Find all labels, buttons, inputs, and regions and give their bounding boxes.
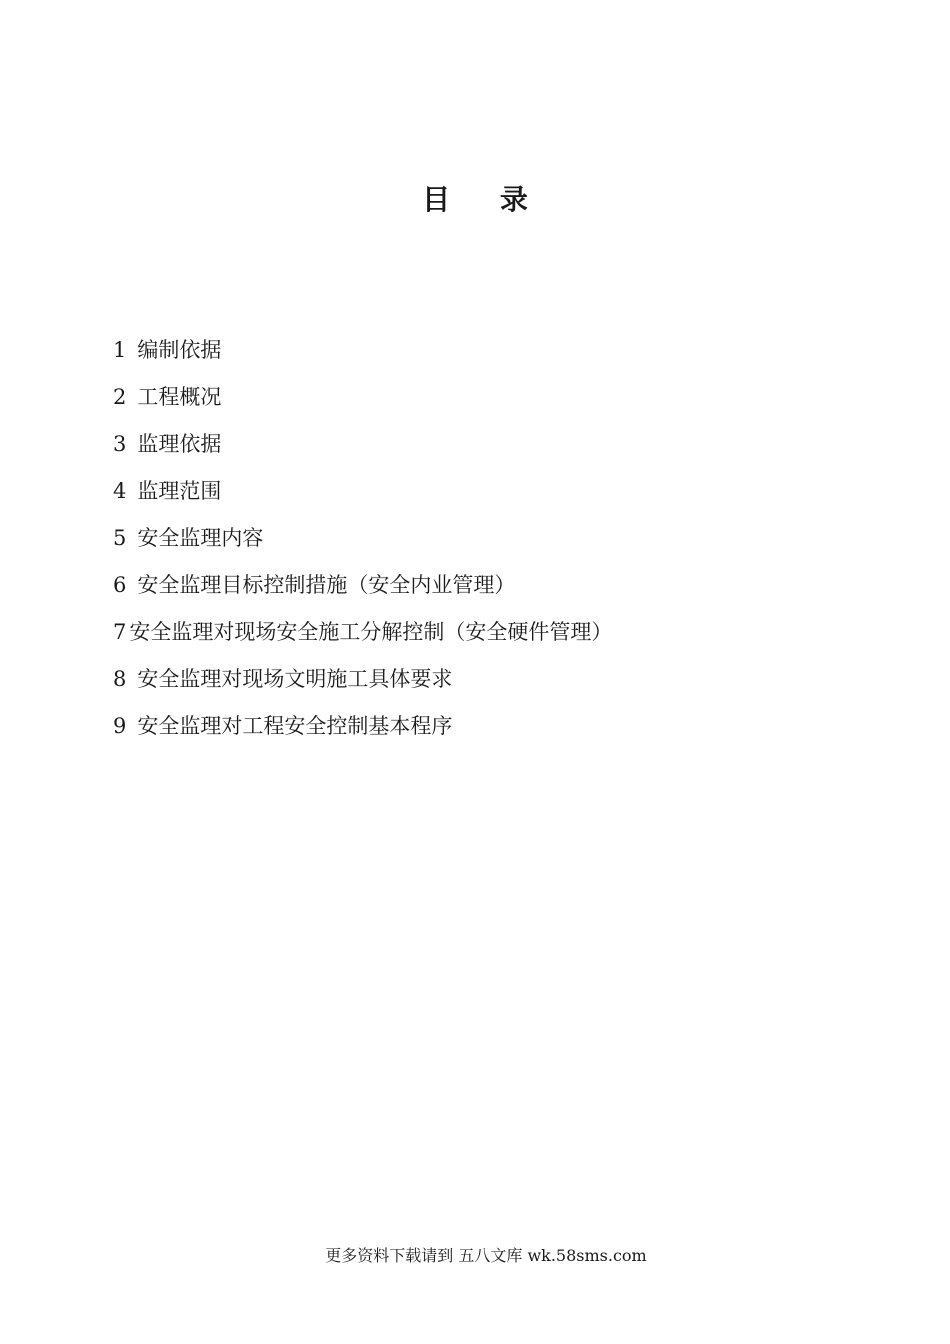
toc-item-text: 安全监理对现场安全施工分解控制（安全硬件管理） bbox=[129, 620, 613, 644]
toc-item-number: 2 bbox=[113, 385, 127, 409]
toc-item-text: 安全监理目标控制措施（安全内业管理） bbox=[137, 573, 516, 597]
toc-item-number: 9 bbox=[113, 714, 127, 738]
toc-item-4 bbox=[113, 475, 612, 522]
page-footer: 更多资料下载请到 五八文库 wk.58sms.com bbox=[325, 1246, 647, 1265]
toc-item-text: 安全监理内容 bbox=[137, 526, 264, 550]
toc-item-number: 1 bbox=[113, 338, 127, 362]
toc-item-number: 7 bbox=[113, 620, 127, 644]
toc-item-5 bbox=[113, 522, 612, 569]
toc-item-9 bbox=[113, 710, 612, 757]
toc-item-text: 监理依据 bbox=[137, 432, 222, 456]
toc-item-text: 安全监理对现场文明施工具体要求 bbox=[137, 667, 453, 691]
toc-item-number: 6 bbox=[113, 573, 127, 597]
toc-item-text: 监理范围 bbox=[137, 479, 222, 503]
toc-item-number: 4 bbox=[113, 479, 127, 503]
table-of-contents bbox=[113, 334, 612, 757]
page-title: 目 录 bbox=[422, 183, 548, 216]
toc-item-7 bbox=[113, 616, 612, 663]
toc-item-number: 8 bbox=[113, 667, 127, 691]
toc-item-number: 5 bbox=[113, 526, 127, 550]
toc-item-number: 3 bbox=[113, 432, 127, 456]
toc-item-text: 工程概况 bbox=[137, 385, 222, 409]
toc-item-8 bbox=[113, 663, 612, 710]
toc-item-text: 安全监理对工程安全控制基本程序 bbox=[137, 714, 453, 738]
toc-item-3 bbox=[113, 428, 612, 475]
toc-item-text: 编制依据 bbox=[137, 338, 222, 362]
toc-item-1 bbox=[113, 334, 612, 381]
toc-item-6 bbox=[113, 569, 612, 616]
toc-item-2 bbox=[113, 381, 612, 428]
